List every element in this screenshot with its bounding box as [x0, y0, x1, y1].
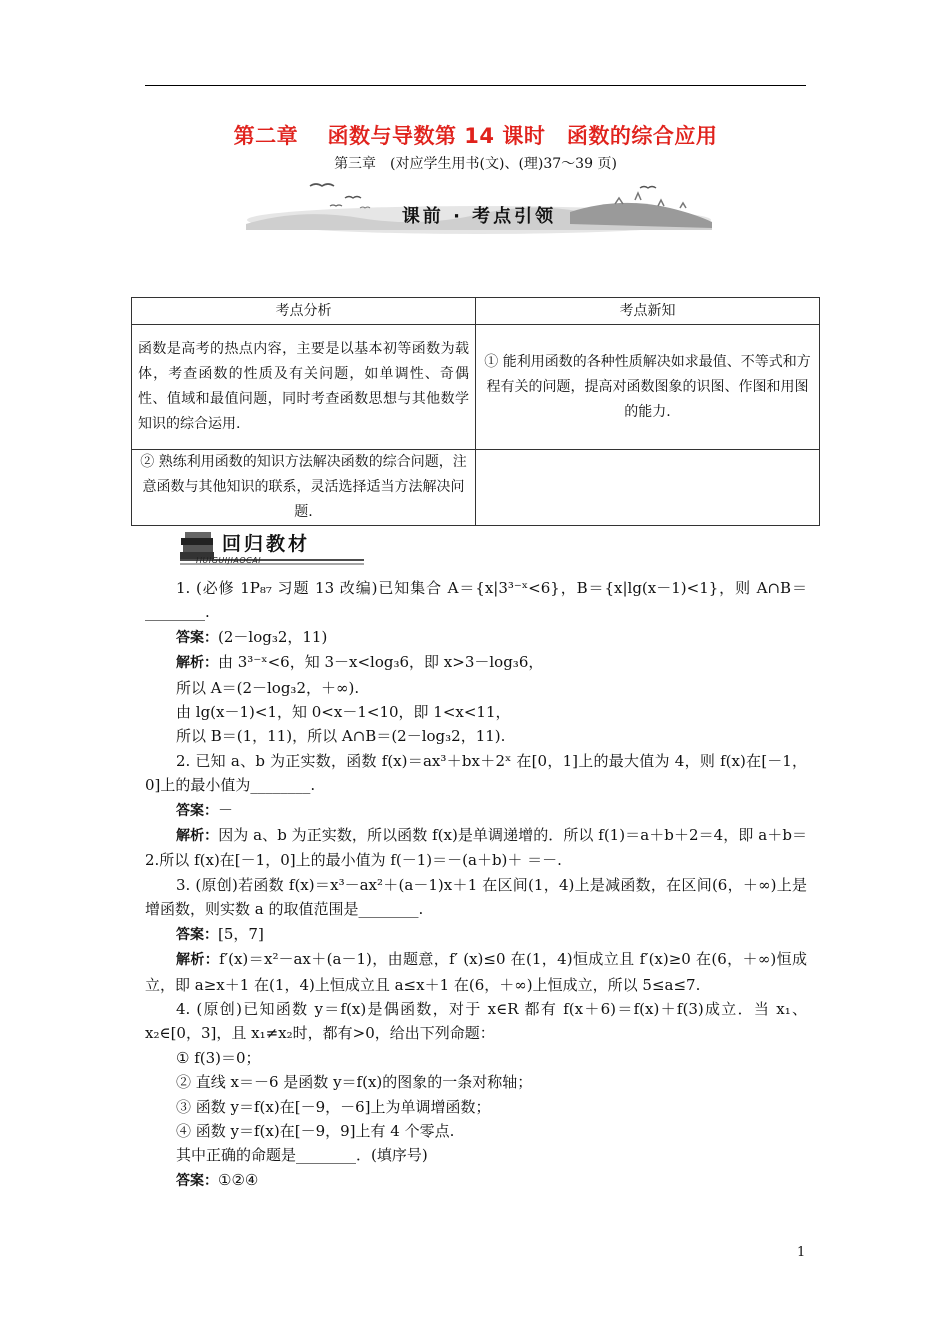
table-cell: 函数是高考的热点内容，主要是以基本初等函数为载体，考查函数的性质及有关问题，如单调性、奇偶性、值域和最值问题，同时考查函数思想与其他数学知识的综合运用.: [132, 325, 476, 450]
line-text: ① f(3)＝0；: [176, 1048, 261, 1067]
line-text: 3. (原创)若函数 f(x)＝x³－ax²＋(a－1)x＋1 在区间(1，4)上是减函数，在区间(6，＋∞)上是增函数，则实数 a 的取值范围是________.: [145, 875, 807, 919]
line-text: 因为 a、b 为正实数，所以函数 f(x)是单调递增的．所以 f(1)＝a＋b＋2＝4，即 a＋b＝2.所以 f(x)在[－1，0]上的最小值为 f(－1)＝－(a＋b)＋ ＝－.: [145, 826, 807, 870]
line-text: ①②④: [218, 1170, 259, 1189]
text-line: [145, 798, 807, 823]
line-text: 由 lg(x－1)<1，知 0<x－1<10，即 1<x<11，: [176, 703, 511, 722]
line-text: －: [218, 800, 234, 819]
page-title: 第二章 函数与导数第 14 课时 函数的综合应用: [233, 124, 718, 148]
text-line: [145, 1095, 807, 1119]
text-line: [145, 724, 807, 748]
line-text: ④ 函数 y＝f(x)在[－9，9]上有 4 个零点.: [176, 1121, 455, 1140]
header-rule: [145, 85, 806, 86]
table-cell: ① 能利用函数的各种性质解决如求最值、不等式和方程有关的问题，提高对函数图象的识图、作图和用图的能力.: [476, 325, 820, 450]
table-header-cell: 考点新知: [476, 298, 820, 325]
section-banner: [240, 178, 718, 248]
line-text: 所以 A＝(2－log₃2，＋∞).: [176, 678, 360, 697]
text-line: [145, 625, 807, 650]
answer-label: 解析：: [176, 828, 219, 845]
line-text: ③ 函数 y＝f(x)在[－9，－6]上为单调增函数；: [176, 1097, 491, 1116]
text-line: [145, 1168, 807, 1193]
line-text: 所以 B＝(1，11)，所以 A∩B＝(2－log₃2，11).: [176, 727, 506, 746]
text-line: [145, 823, 807, 873]
text-line: [145, 873, 807, 922]
page-subtitle: 第三章 (对应学生用书(文)、(理)37～39 页): [334, 156, 617, 172]
page-number: 1: [797, 1245, 806, 1260]
table-cell: [476, 450, 820, 526]
table-row: [132, 450, 820, 526]
line-text: 1. (必修 1P₈₇ 习题 13 改编)已知集合 A＝{x|3³⁻ˣ<6}，B＝{x|lg(x－1)<1}，则 A∩B＝________.: [145, 579, 807, 622]
text-line: [145, 676, 807, 700]
line-text: 2. 已知 a、b 为正实数，函数 f(x)＝ax³＋bx＋2ˣ 在[0，1]上的最大值为 4，则 f(x)在[－1，0]上的最小值为________.: [145, 751, 807, 795]
line-text: 4. (原创)已知函数 y＝f(x)是偶函数，对于 x∈R 都有 f(x＋6)＝f(x)＋f(3)成立．当 x₁、x₂∈[0，3]，且 x₁≠x₂时，都有>0，给出下列命题：: [145, 999, 807, 1043]
text-line: [145, 947, 807, 997]
text-line: [145, 700, 807, 724]
text-line: [145, 576, 807, 625]
table-row: [132, 325, 820, 450]
section-pinyin: HUIGUIJIAOCAI: [196, 556, 262, 565]
text-line: [145, 1070, 807, 1094]
answer-label: 解析：: [176, 655, 218, 672]
text-line: [145, 997, 807, 1046]
document-body: [145, 576, 807, 1193]
exam-point-table: [131, 297, 820, 526]
answer-label: 答案：: [176, 802, 218, 819]
answer-label: 答案：: [176, 1172, 218, 1189]
line-text: ② 直线 x＝－6 是函数 y＝f(x)的图象的一条对称轴；: [176, 1073, 533, 1092]
text-line: [145, 1046, 807, 1070]
text-line: [145, 922, 807, 947]
text-line: [145, 1119, 807, 1143]
section-title: 回归教材: [222, 533, 311, 555]
line-text: 其中正确的命题是________．(填序号): [176, 1146, 428, 1165]
banner-label: 课前 · 考点引领: [401, 206, 557, 227]
table-header-row: [132, 298, 820, 325]
text-line: [145, 1143, 807, 1167]
line-text: 由 3³⁻ˣ<6，知 3－x<log₃6，即 x>3－log₃6，: [218, 653, 544, 672]
answer-label: 解析：: [176, 952, 220, 969]
text-line: [145, 650, 807, 675]
text-line: [145, 749, 807, 798]
answer-label: 答案：: [176, 926, 218, 943]
line-text: f′(x)＝x²－ax＋(a－1)，由题意，f′ (x)≤0 在(1，4)恒成立且 f′(x)≥0 在(6，＋∞)恒成立，即 a≥x＋1 在(1，4)上恒成立且 a≤x＋1 在(6，＋∞)上恒成立，所以 5≤a≤7.: [145, 950, 807, 994]
table-header-cell: 考点分析: [132, 298, 476, 325]
table-cell: ② 熟练利用函数的知识方法解决函数的综合问题，注意函数与其他知识的联系，灵活选择适当方法解决问题.: [132, 450, 476, 526]
line-text: (2－log₃2，11): [218, 627, 328, 646]
answer-label: 答案：: [176, 629, 218, 646]
line-text: [5，7]: [218, 924, 264, 943]
